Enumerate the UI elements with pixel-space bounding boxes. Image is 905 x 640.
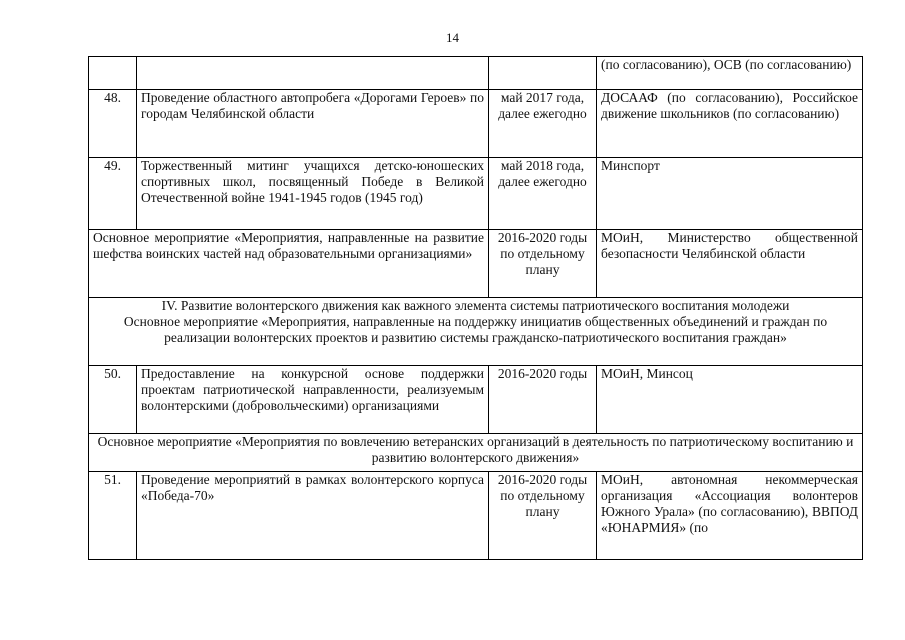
event-name (137, 57, 489, 90)
event-date: 2016-2020 годы по отдельному плану (489, 230, 597, 298)
row-number: 48. (89, 90, 137, 158)
event-responsible: (по согласованию), ОСВ (по согласованию) (597, 57, 863, 90)
event-responsible: МОиН, Министерство общественной безопасности Челябинской области (597, 230, 863, 298)
section-main-event: Основное мероприятие «Мероприятия, направленные на поддержку инициатив общественных объединений и граждан по реализации волонтерских проектов и развитию системы гражданско-патриотического воспитания граждан» (123, 314, 828, 345)
event-name: Предоставление на конкурсной основе поддержки проектам патриотической направленности, реализуемым волонтерскими (добровольческими) организациями (137, 366, 489, 434)
event-responsible: ДОСААФ (по согласованию), Российское движение школьников (по согласованию) (597, 90, 863, 158)
event-date: май 2017 года, далее ежегодно (489, 90, 597, 158)
row-number: 50. (89, 366, 137, 434)
table-row-main-event-1 (89, 230, 863, 298)
event-date: 2016-2020 годы (489, 366, 597, 434)
table-row-main-event-2 (89, 434, 863, 472)
table-row-48 (89, 90, 863, 158)
event-date (489, 57, 597, 90)
row-number: 49. (89, 158, 137, 230)
main-event-name: Основное мероприятие «Мероприятия по вовлечению ветеранских организаций в деятельность по патриотическому воспитанию и развитию волонтерского движения» (89, 434, 863, 472)
row-number (89, 57, 137, 90)
event-date: 2016-2020 годы по отдельному плану (489, 472, 597, 560)
event-name: Проведение мероприятий в рамках волонтерского корпуса «Победа-70» (137, 472, 489, 560)
row-number: 51. (89, 472, 137, 560)
event-name: Проведение областного автопробега «Дорогами Героев» по городам Челябинской области (137, 90, 489, 158)
table-row-section-4 (89, 298, 863, 366)
table-row-51 (89, 472, 863, 560)
event-responsible: МОиН, автономная некоммерческая организация «Ассоциация волонтеров Южного Урала» (по согласованию), ВВПОД «ЮНАРМИЯ» (по (597, 472, 863, 560)
event-responsible: Минспорт (597, 158, 863, 230)
event-name: Торжественный митинг учащихся детско-юношеских спортивных школ, посвященный Победе в Великой Отечественной войне 1941-1945 годов (1945 год) (137, 158, 489, 230)
section-heading: IV. Развитие волонтерского движения как важного элемента системы патриотического воспитания молодежи (161, 298, 790, 313)
table-row-continuation (89, 57, 863, 90)
section-heading-cell (89, 298, 863, 366)
event-date: май 2018 года, далее ежегодно (489, 158, 597, 230)
event-responsible: МОиН, Минсоц (597, 366, 863, 434)
page-number: 14 (446, 30, 459, 45)
table-row-49 (89, 158, 863, 230)
main-event-name: Основное мероприятие «Мероприятия, направленные на развитие шефства воинских частей над образовательными организациями» (89, 230, 489, 298)
events-table (88, 56, 863, 560)
table-row-50 (89, 366, 863, 434)
